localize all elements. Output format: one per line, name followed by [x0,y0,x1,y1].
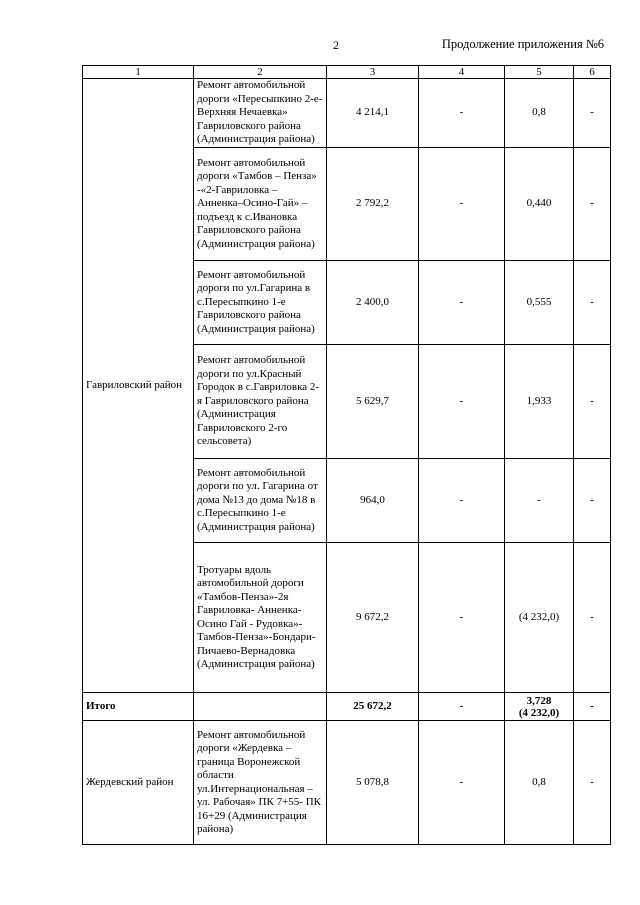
district-cell: Жердевский район [83,721,194,845]
value-cell: 9 672,2 [327,543,419,693]
description-cell: Ремонт автомобильной дороги «Жердевка – граница Воронежской области ул.Интернациональная – ул. Рабочая» ПК 7+55- ПК 16+29 (Администрация района) [194,721,327,845]
page-number: 2 [333,38,339,52]
column-header: 6 [574,66,611,79]
total-value-line: (4 232,0) [518,706,560,719]
column-header: 4 [419,66,505,79]
appendix-title: Продолжение приложения №6 [441,37,604,51]
value-cell: 0,555 [505,261,574,345]
value-cell: (4 232,0) [505,543,574,693]
value-cell: - [505,459,574,543]
description-cell: Ремонт автомобильной дороги по ул.Красный Городок в с.Гавриловка 2-я Гавриловского района (Администрация Гавриловского 2-го сельсовета) [194,345,327,459]
value-cell: - [419,148,505,261]
column-header: 3 [327,66,419,79]
column-header: 5 [505,66,574,79]
description-cell: Ремонт автомобильной дороги «Тамбов – Пенза» -«2-Гавриловка – Анненка–Осино-Гай» – подъезд к с.Ивановка Гавриловского района (Администрация района) [194,148,327,261]
value-cell: 0,8 [505,79,574,148]
description-cell: Тротуары вдоль автомобильной дороги «Тамбов-Пенза»-2я Гавриловка- Анненка-Осино Гай - Рудовка»-Тамбов-Пенза»-Бондари-Пичаево-Вернадовка (Администрация района) [194,543,327,693]
district-cell: Гавриловский район [83,79,194,693]
table-row [83,721,611,845]
value-cell: - [419,345,505,459]
table-row [83,79,611,148]
description-cell: Ремонт автомобильной дороги по ул. Гагарина от дома №13 до дома №18 в с.Пересыпкино 1-е (Администрация района) [194,459,327,543]
total-row [83,693,611,721]
value-cell: 0,440 [505,148,574,261]
total-value-line: 3,728 [526,694,552,707]
value-cell: - [574,721,611,845]
total-value: 25 672,2 [327,693,419,721]
value-cell: 5 629,7 [327,345,419,459]
column-header: 1 [83,66,194,79]
value-cell: 1,933 [505,345,574,459]
description-cell: Ремонт автомобильной дороги «Пересыпкино 2-е- Верхняя Нечаевка» Гавриловского района (Администрация района) [194,79,327,148]
data-table [82,65,611,845]
value-cell: - [574,345,611,459]
value-cell: 2 400,0 [327,261,419,345]
value-cell: - [574,459,611,543]
value-cell: - [419,261,505,345]
value-cell: - [574,148,611,261]
value-cell: 0,8 [505,721,574,845]
value-cell: 4 214,1 [327,79,419,148]
total-value [505,693,574,721]
value-cell: 2 792,2 [327,148,419,261]
table-header-row [83,66,611,79]
empty-cell [194,693,327,721]
value-cell: - [419,459,505,543]
total-value: - [419,693,505,721]
value-cell: 964,0 [327,459,419,543]
total-value: - [574,693,611,721]
description-cell: Ремонт автомобильной дороги по ул.Гагарина в с.Пересыпкино 1-е Гавриловского района (Администрация района) [194,261,327,345]
value-cell: - [574,543,611,693]
value-cell: - [419,721,505,845]
total-label: Итого [83,693,194,721]
value-cell: - [574,79,611,148]
value-cell: - [419,79,505,148]
value-cell: 5 078,8 [327,721,419,845]
column-header: 2 [194,66,327,79]
value-cell: - [419,543,505,693]
value-cell: - [574,261,611,345]
